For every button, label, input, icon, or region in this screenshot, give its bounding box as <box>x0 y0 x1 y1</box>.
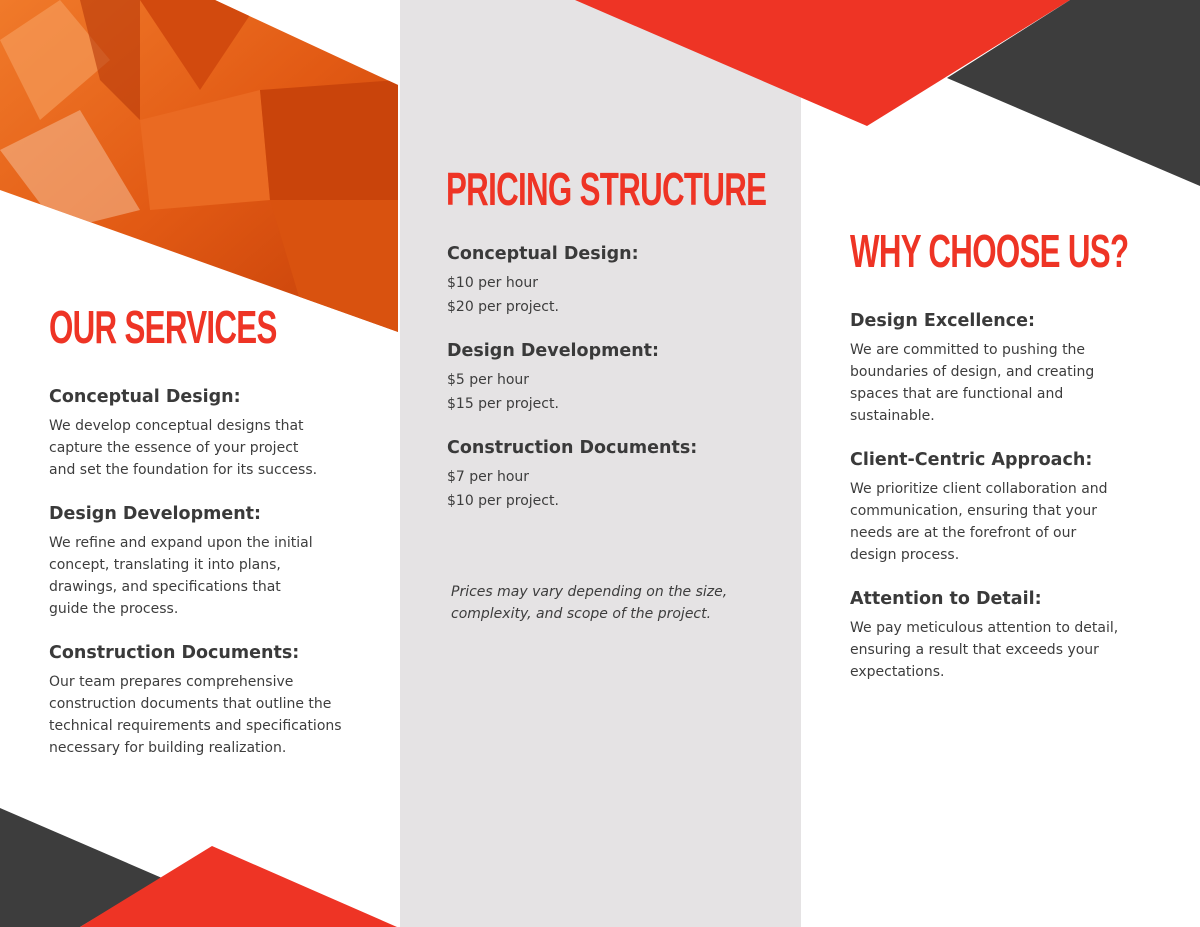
price-heading: Construction Documents: <box>447 438 698 458</box>
services-list <box>49 387 369 782</box>
why-heading: Attention to Detail: <box>850 589 1042 609</box>
price-heading: Design Development: <box>447 341 660 361</box>
why-text: We prioritize client collaboration and communication, ensuring that your needs are at the forefront of our design process. <box>850 481 1108 563</box>
orange-facade-photo <box>0 0 400 340</box>
service-heading: Conceptual Design: <box>49 387 241 407</box>
service-heading: Construction Documents: <box>49 643 300 663</box>
price-item <box>447 244 777 318</box>
pricing-list <box>447 244 777 535</box>
why-item <box>850 450 1150 566</box>
price-hourly: $10 per hour <box>447 275 538 291</box>
service-heading: Design Development: <box>49 504 262 524</box>
service-item <box>49 504 369 620</box>
service-item <box>49 387 369 481</box>
price-project: $10 per project. <box>447 493 559 509</box>
why-text: We are committed to pushing the boundaries of design, and creating spaces that are functional and sustainable. <box>850 342 1095 424</box>
services-title: OUR SERVICES <box>49 301 277 353</box>
why-text: We pay meticulous attention to detail, ensuring a result that exceeds your expectations. <box>850 620 1119 680</box>
pricing-note: Prices may vary depending on the size, complexity, and scope of the project. <box>451 584 728 622</box>
why-title: WHY CHOOSE US? <box>850 225 1129 277</box>
price-item <box>447 438 777 512</box>
price-hourly: $7 per hour <box>447 469 530 485</box>
service-text: Our team prepares comprehensive construction documents that outline the technical requirements and specifications necessary for building realization. <box>49 674 342 756</box>
why-list <box>850 311 1150 706</box>
why-heading: Design Excellence: <box>850 311 1035 331</box>
why-heading: Client-Centric Approach: <box>850 450 1093 470</box>
service-item <box>49 643 369 759</box>
why-item <box>850 311 1150 427</box>
price-heading: Conceptual Design: <box>447 244 639 264</box>
price-project: $15 per project. <box>447 396 559 412</box>
service-text: We develop conceptual designs that capture the essence of your project and set the foundation for its success. <box>49 418 318 478</box>
why-item <box>850 589 1150 683</box>
price-project: $20 per project. <box>447 299 559 315</box>
price-hourly: $5 per hour <box>447 372 530 388</box>
service-text: We refine and expand upon the initial concept, translating it into plans, drawings, and specifications that guide the process. <box>49 535 313 617</box>
price-item <box>447 341 777 415</box>
pricing-title: PRICING STRUCTURE <box>446 163 767 215</box>
